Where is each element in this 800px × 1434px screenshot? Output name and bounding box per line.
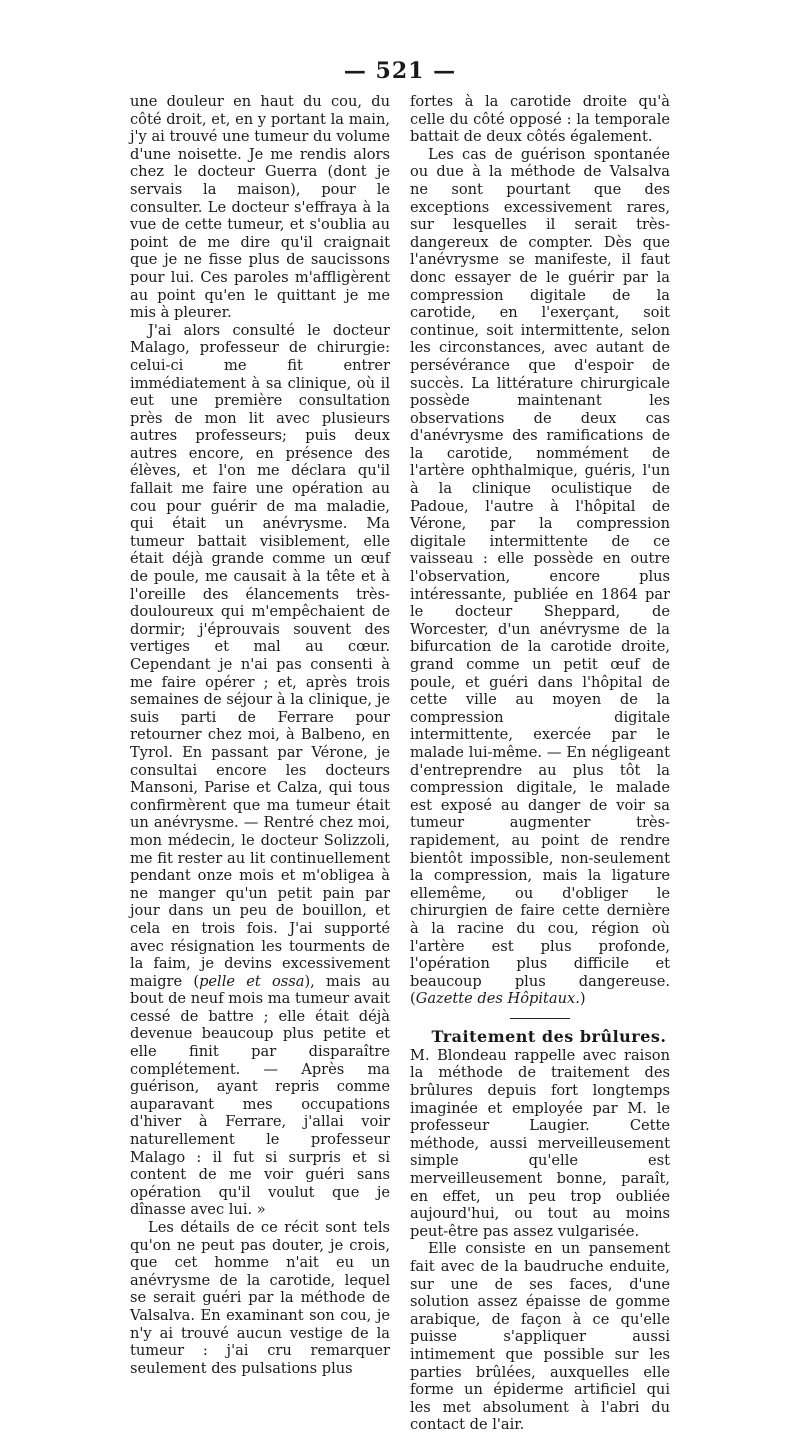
- right-paragraph-1: fortes à la carotide droite qu'à celle du côté opposé : la temporale battait de deux côtés également.: [410, 93, 670, 146]
- left-paragraph-2-end: ), mais au bout de neuf mois ma tumeur avait cessé de battre ; elle était déjà devenue beaucoup plus petite et elle finit par disparaître complétement. — Après ma guérison, ayant repris comme auparavant mes occupations d'hiver à Ferrare, j'allai voir naturellement le professeur Malago : il fut si surpris et si content de me voir guéri sans opération qu'il voulut que je dînasse avec lui. »: [130, 972, 390, 1219]
- right-paragraph-4: Elle consiste en un pansement fait avec de la baudruche enduite, sur une de ses faces, d'une solution assez épaisse de gomme arabique, de façon à ce qu'elle puisse s'appliquer aussi intimement que possible sur les parties brûlées, auxquelles elle forme un épiderme artificiel qui les met absolument à l'abri du contact de l'air.: [410, 1240, 670, 1434]
- right-paragraph-3: M. Blondeau rappelle avec raison la méthode de traitement des brûlures depuis fort longtemps imaginée et employée par M. le professeur Laugier. Cette méthode, aussi merveilleusement simple qu'elle est merveilleusement bonne, paraît, en effet, un peu trop oubliée aujourd'hui, ou tout au moins peut-être pas assez vulgarisée.: [410, 1046, 670, 1240]
- right-column: [410, 93, 670, 1434]
- left-column: [130, 93, 390, 1377]
- left-paragraph-2: [130, 322, 390, 1219]
- left-paragraph-3: Les détails de ce récit sont tels qu'on ne peut pas douter, je crois, que cet homme n'ait eu un anévrysme de la carotide, lequel se serait guéri par la méthode de Valsalva. En examinant son cou, je n'y ai trouvé aucun vestige de la tumeur : j'ai cru remarquer seulement des pulsations plus: [130, 1219, 390, 1377]
- right-paragraph-2-text: Les cas de guérison spontanée ou due à la méthode de Valsalva ne sont pourtant que des exceptions excessivement rares, sur lesquelles il serait très-dangereux de compter. Dès que l'anévrysme se manifeste, il faut donc essayer de le guérir par la compression digitale de la carotide, en l'exerçant, soit continue, soit intermittente, selon les circonstances, avec autant de persévérance que d'espoir de succès. La littérature chirurgicale possède maintenant les observations de deux cas d'anévrysme des ramifications de la carotide, nommément de l'artère ophthalmique, guéris, l'un à la clinique oculistique de Padoue, l'autre à l'hôpital de Vérone, par la compression digitale intermittente de ce vaisseau : elle possède en outre l'observation, encore plus intéressante, publiée en 1864 par le docteur Sheppard, de Worcester, d'un anévrysme de la bifurcation de la carotide droite, grand comme un petit œuf de poule, et guéri dans l'hôpital de cette ville au moyen de la compression digitale intermittente, exercée par le malade lui-même. — En négligeant d'entreprendre au plus tôt la compression digitale, le malade est exposé au danger de voir sa tumeur augmenter très-rapidement, au point de rendre bientôt impossible, non-seulement la compression, mais la ligature ellemême, ou d'obliger le chirurgien de faire cette dernière à la racine du cou, région où l'artère est plus profonde, l'opération plus difficile et beaucoup plus dangereuse. (: [410, 145, 670, 1008]
- right-paragraph-2: [410, 146, 670, 1008]
- section-title: Traitement des brûlures.: [431, 1026, 667, 1046]
- page-number: — 521 —: [343, 58, 457, 84]
- left-paragraph-1: une douleur en haut du cou, du côté droit, et, en y portant la main, j'y ai trouvé une tumeur du volume d'une noisette. Je me rendis alors chez le docteur Guerra (dont je servais la maison), pour le consulter. Le docteur s'effraya à la vue de cette tumeur, et s'oublia au point de me dire qu'il craignait que je ne fisse plus de saucissons pour lui. Ces paroles m'affligèrent au point qu'en le quittant je me mis à pleurer.: [130, 93, 390, 322]
- right-paragraph-2-italic: Gazette des Hôpitaux.: [415, 990, 580, 1008]
- right-paragraph-2-end: ): [579, 990, 586, 1008]
- section-divider: [510, 1018, 570, 1019]
- left-paragraph-2-text: J'ai alors consulté le docteur Malago, professeur de chirurgie: celui-ci me fit entrer immédiatement à sa clinique, où il eut une première consultation près de mon lit avec plusieurs autres professeurs; puis deux autres encore, en présence des élèves, et l'on me déclara qu'il fallait me faire une opération au cou pour guérir de ma maladie, qui était un anévrysme. Ma tumeur battait visiblement, elle était déjà grande comme un œuf de poule, me causait à la tête et à l'oreille des élancements très-douloureux qui m'empêchaient de dormir; j'éprouvais souvent des vertiges et mal au cœur. Cependant je n'ai pas consenti à me faire opérer ; et, après trois semaines de séjour à la clinique, je suis parti de Ferrare pour retourner chez moi, à Balbeno, en Tyrol. En passant par Vérone, je consultai encore les docteurs Mansoni, Parise et Calza, qui tous confirmèrent que ma tumeur était un anévrysme. — Rentré chez moi, mon médecin, le docteur Solizzoli, me fit rester au lit continuellement pendant onze mois et m'obligea à ne manger qu'un petit pain par jour dans un peu de bouillon, et cela en trois fois. J'ai supporté avec résignation les tourments de la faim, je devins excessivement maigre (: [130, 321, 390, 990]
- left-paragraph-2-italic: pelle et ossa: [199, 972, 305, 990]
